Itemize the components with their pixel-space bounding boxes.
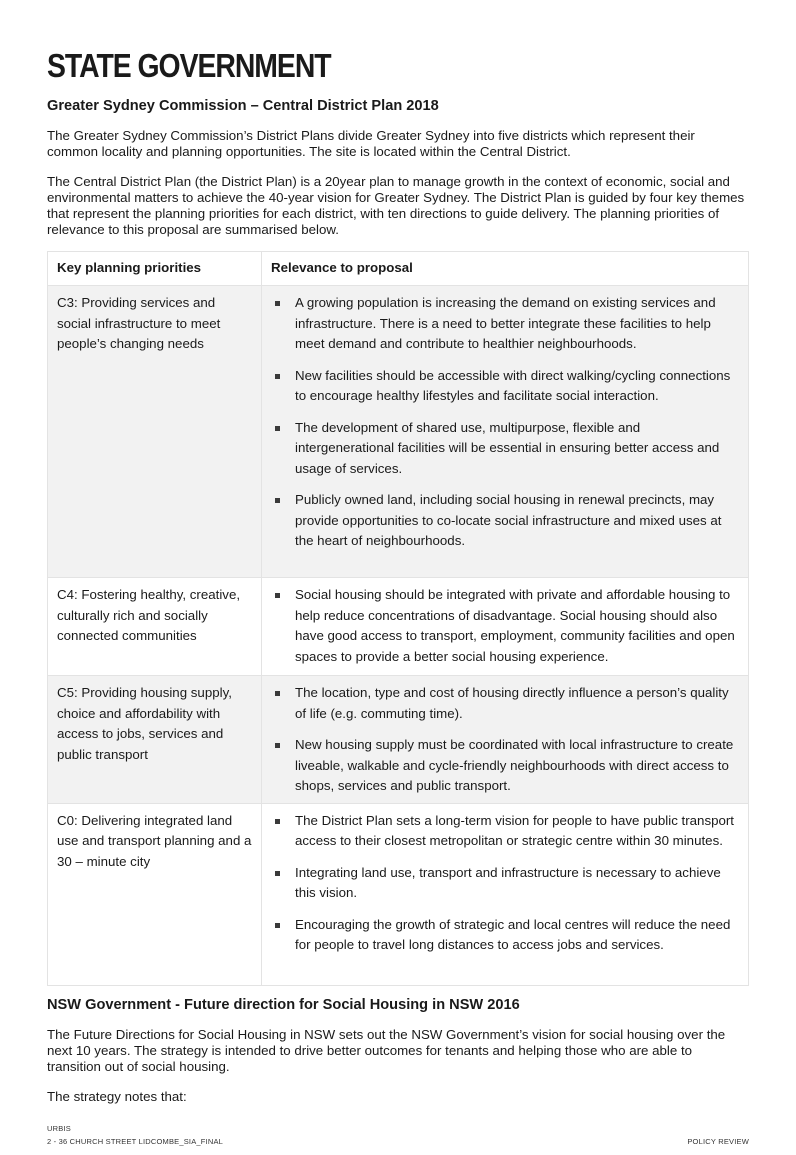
list-item: Publicly owned land, including social housing in renewal precincts, may provide opportunities to co-locate social infrastructure and mixed uses at the heart of neighbourhoods. — [271, 490, 736, 552]
relevance-cell — [262, 803, 749, 985]
table-row-c4 — [48, 578, 749, 676]
table-row-c0 — [48, 803, 749, 985]
section-heading-district-plan: Greater Sydney Commission – Central District Plan 2018 — [47, 98, 439, 114]
table-header-row — [48, 252, 749, 286]
relevance-cell — [262, 286, 749, 578]
relevance-list — [271, 293, 736, 552]
table-row-c3 — [48, 286, 749, 578]
list-item: The location, type and cost of housing directly influence a person’s quality of life (e.g. commuting time). — [271, 683, 736, 724]
relevance-list — [271, 811, 736, 956]
list-item: Integrating land use, transport and infrastructure is necessary to achieve this vision. — [271, 863, 736, 904]
paragraph-future-directions: The Future Directions for Social Housing in NSW sets out the NSW Government’s vision for social housing over the next 10 years. The strategy is intended to drive better outcomes for tenants and helping those who are able to transition out of social housing. — [47, 1027, 726, 1074]
list-item: The District Plan sets a long-term vision for people to have public transport access to their closest metropolitan or strategic centre within 30 minutes. — [271, 811, 736, 852]
relevance-list — [271, 683, 736, 797]
page-title: STATE GOVERNMENT — [47, 47, 331, 84]
priority-cell: C4: Fostering healthy, creative, culturally rich and socially connected communities — [48, 578, 262, 676]
footer-section: POLICY REVIEW — [687, 1137, 749, 1146]
list-item: New housing supply must be coordinated with local infrastructure to create liveable, walkable and cycle-friendly neighbourhoods with direct access to shops, services and public transport. — [271, 735, 736, 797]
column-header-relevance: Relevance to proposal — [262, 252, 749, 286]
list-item: New facilities should be accessible with direct walking/cycling connections to encourage healthy lifestyles and facilitate social interaction. — [271, 366, 736, 407]
planning-priorities-table — [47, 251, 749, 986]
priority-cell: C0: Delivering integrated land use and transport planning and a 30 – minute city — [48, 803, 262, 985]
relevance-list — [271, 585, 736, 667]
priority-cell: C5: Providing housing supply, choice and affordability with access to jobs, services and public transport — [48, 676, 262, 804]
paragraph-central-district-plan: The Central District Plan (the District Plan) is a 20year plan to manage growth in the context of economic, social and environmental matters to achieve the 40-year vision for Greater Sydney. The District Plan is guided by four key themes that represent the planning priorities for each district, with ten directions to guide delivery. The planning priorities of relevance to this proposal are summarised below. — [47, 174, 745, 237]
relevance-cell — [262, 578, 749, 676]
table-row-c5 — [48, 676, 749, 804]
list-item: The development of shared use, multipurpose, flexible and intergenerational facilities will be essential in ensuring better access and usage of services. — [271, 418, 736, 480]
list-item: A growing population is increasing the demand on existing services and infrastructure. There is a need to better integrate these facilities to help meet demand and contribute to healthier neighbourhoods. — [271, 293, 736, 355]
list-item: Social housing should be integrated with private and affordable housing to help reduce concentrations of disadvantage. Social housing should also have good access to transport, employment, community facilities and open spaces to provide a better social housing experience. — [271, 585, 736, 667]
footer-doc-ref: 2 - 36 CHURCH STREET LIDCOMBE_SIA_FINAL — [47, 1137, 224, 1146]
footer-company: URBIS — [47, 1124, 71, 1133]
column-header-priorities: Key planning priorities — [48, 252, 262, 286]
paragraph-district-plans-intro: The Greater Sydney Commission’s District Plans divide Greater Sydney into five districts which represent their common locality and planning opportunities. The site is located within the Central District. — [47, 128, 695, 159]
list-item: Encouraging the growth of strategic and local centres will reduce the need for people to travel long distances to access jobs and services. — [271, 915, 736, 956]
section-heading-social-housing: NSW Government - Future direction for Social Housing in NSW 2016 — [47, 997, 520, 1013]
relevance-cell — [262, 676, 749, 804]
priority-cell: C3: Providing services and social infrastructure to meet people’s changing needs — [48, 286, 262, 578]
paragraph-strategy-notes: The strategy notes that: — [47, 1089, 187, 1104]
